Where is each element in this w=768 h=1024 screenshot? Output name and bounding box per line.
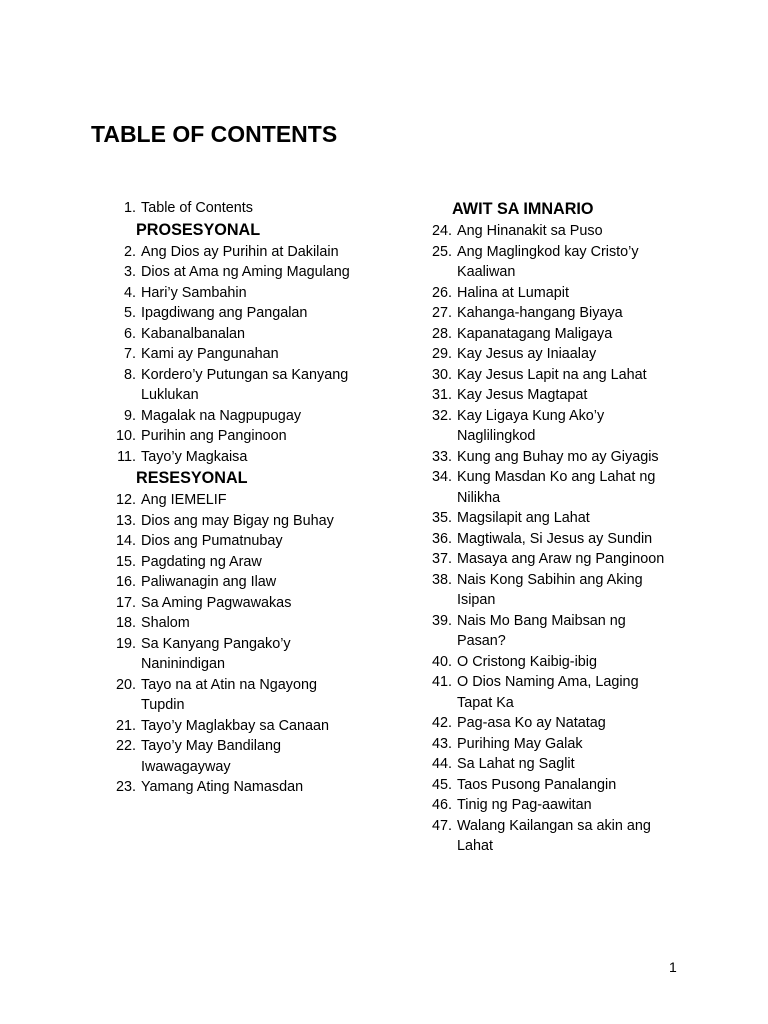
toc-entry-title-line: Kordero’y Putungan sa Kanyang <box>141 366 349 383</box>
toc-entry-title <box>141 242 339 263</box>
toc-entry <box>422 734 722 755</box>
toc-entry-number: 35. <box>431 510 452 526</box>
toc-entry-title <box>457 775 616 796</box>
toc-entry-number: 32. <box>431 407 452 424</box>
toc-entry-title <box>457 221 603 242</box>
toc-entry-number: 30. <box>431 366 452 383</box>
toc-entry-title <box>457 303 623 324</box>
toc-entry-title-line: Masaya ang Araw ng Panginoon <box>457 551 665 567</box>
toc-entry-title-line: Sa Aming Pagwawakas <box>141 594 292 611</box>
toc-entry <box>422 303 722 324</box>
toc-entry-number: 38. <box>431 571 452 588</box>
toc-entry <box>106 777 406 798</box>
toc-entry-title-line: Tayo’y May Bandilang <box>141 738 281 754</box>
toc-entry-title <box>457 344 596 365</box>
toc-entry <box>106 593 406 614</box>
toc-entry-title <box>457 672 639 713</box>
toc-entry <box>422 365 722 386</box>
toc-entry-number: 24. <box>431 223 452 239</box>
toc-entry <box>106 198 406 219</box>
toc-entry-title-line: Purihing May Galak <box>457 735 583 752</box>
toc-entry-number: 34. <box>431 469 452 485</box>
toc-entry <box>422 242 722 283</box>
toc-entry <box>422 344 722 365</box>
toc-entry-number: 3. <box>123 264 136 280</box>
toc-entry-title-line: Dios ang Pumatnubay <box>141 533 283 549</box>
toc-entry <box>106 552 406 573</box>
toc-entry-title-line: Sa Kanyang Pangako’y <box>141 635 291 652</box>
toc-entry-number: 14. <box>115 533 136 549</box>
toc-entry-number: 28. <box>431 325 452 342</box>
toc-entry-title <box>141 552 262 573</box>
toc-entry <box>422 775 722 796</box>
toc-entry-title <box>141 675 317 716</box>
toc-entry-title-line: Kapanatagang Maligaya <box>457 325 613 342</box>
toc-entry-title-continuation: Naninindigan <box>141 656 226 672</box>
toc-entry <box>422 672 722 713</box>
toc-entry <box>106 613 406 634</box>
toc-entry-number: 40. <box>431 653 452 670</box>
toc-entry <box>422 447 722 468</box>
toc-entry <box>422 816 722 857</box>
section-heading-prosesyonal: PROSESYONAL <box>136 220 261 239</box>
toc-entry-title <box>457 754 575 775</box>
toc-entry-title <box>141 447 247 468</box>
toc-entry-title-continuation: Iwawagayway <box>141 758 231 775</box>
toc-entry-title <box>141 593 291 614</box>
toc-entry-number: 23. <box>115 779 136 795</box>
toc-entry <box>422 467 722 508</box>
toc-entry-title <box>141 777 303 798</box>
toc-entry <box>422 508 722 529</box>
toc-entry-title-line: O Dios Naming Ama, Laging <box>457 674 639 690</box>
toc-entry-number: 46. <box>431 797 452 813</box>
toc-entry-title <box>457 406 604 447</box>
toc-entry-title-line: Yamang Ating Namasdan <box>141 779 304 795</box>
toc-entry-title <box>457 447 659 468</box>
toc-entry-title-continuation: Lahat <box>457 838 494 854</box>
toc-entry <box>106 303 406 324</box>
toc-entry-title <box>457 385 587 406</box>
toc-entry-number: 37. <box>431 551 452 567</box>
toc-entry-title-continuation: Nilikha <box>457 489 501 506</box>
toc-entry-number: 27. <box>431 305 452 321</box>
toc-entry-number: 42. <box>431 715 452 731</box>
toc-entry-title-line: Taos Pusong Panalangin <box>457 776 617 793</box>
toc-entry <box>422 385 722 406</box>
toc-entry-number: 18. <box>115 615 136 631</box>
toc-entry-number: 33. <box>431 448 452 465</box>
toc-entry-number: 9. <box>123 407 136 424</box>
toc-entry-title-continuation: Pasan? <box>457 633 506 649</box>
toc-entry-number: 4. <box>123 284 136 301</box>
toc-entry-title-continuation: Tapat Ka <box>457 694 514 711</box>
toc-entry <box>422 795 722 816</box>
toc-entry <box>422 406 722 447</box>
toc-entry-number: 41. <box>431 674 452 690</box>
toc-entry-title <box>457 652 597 673</box>
toc-entry-number: 13. <box>115 512 136 529</box>
toc-entry <box>106 283 406 304</box>
toc-entry <box>106 634 406 675</box>
toc-entry <box>422 529 722 550</box>
toc-entry-title-line: Tayo’y Maglakbay sa Canaan <box>141 717 329 734</box>
toc-entry-title <box>141 531 283 552</box>
toc-entry <box>422 754 722 775</box>
toc-entry-number: 36. <box>431 530 452 547</box>
toc-entry-title <box>457 283 569 304</box>
toc-entry <box>106 490 406 511</box>
toc-entry-title-line: Magalak na Nagpupugay <box>141 407 302 424</box>
toc-entry-title <box>457 529 652 550</box>
toc-entry-title <box>457 508 590 529</box>
toc-entry-title-line: Kay Jesus ay Iniaalay <box>457 346 597 362</box>
toc-entry <box>106 572 406 593</box>
toc-entry-title-line: Pag-asa Ko ay Natatag <box>457 715 606 731</box>
section-heading-resesyonal: RESESYONAL <box>136 469 248 487</box>
toc-entry-title-continuation: Tupdin <box>141 697 185 713</box>
toc-entry-title-line: Ang IEMELIF <box>141 492 227 508</box>
toc-entry <box>106 736 406 777</box>
toc-entry-number: 6. <box>123 325 136 342</box>
toc-entry <box>106 716 406 737</box>
toc-entry-title-line: Kung ang Buhay mo ay Giyagis <box>457 448 659 465</box>
toc-entry-title-continuation: Isipan <box>457 592 496 608</box>
toc-entry <box>106 406 406 427</box>
toc-entry-title-line: Magtiwala, Si Jesus ay Sundin <box>457 530 653 547</box>
toc-entry-title-line: Halina at Lumapit <box>457 284 569 301</box>
toc-entry-number: 11. <box>117 448 136 465</box>
toc-entry-title-line: Ang Hinanakit sa Puso <box>457 223 603 239</box>
toc-entry-title <box>141 365 348 406</box>
toc-entry-title-line: Ang Maglingkod kay Cristo’y <box>457 243 639 260</box>
toc-entry-title <box>457 611 626 652</box>
toc-entry-title-line: Sa Lahat ng Saglit <box>457 756 575 772</box>
toc-entry-title-line: Kung Masdan Ko ang Lahat ng <box>457 469 656 485</box>
toc-entry-title <box>457 549 664 570</box>
toc-entry-title-line: Purihin ang Panginoon <box>141 428 287 444</box>
toc-entry-title <box>457 467 655 508</box>
toc-entry-title-line: Pagdating ng Araw <box>141 553 262 570</box>
toc-entry-title <box>141 613 190 634</box>
toc-entry-title <box>457 570 643 611</box>
toc-entry-number: 25. <box>431 243 452 260</box>
toc-entry-title-line: Kami ay Pangunahan <box>141 346 279 362</box>
toc-entry-title: Table of Contents <box>141 200 253 216</box>
toc-entry-number: 1. <box>123 200 136 216</box>
toc-entry-title <box>457 242 639 283</box>
toc-entry-number: 31. <box>431 387 452 403</box>
toc-entry-number: 20. <box>115 676 136 693</box>
toc-entry-title-line: Kahanga-hangang Biyaya <box>457 305 623 321</box>
toc-entry-title-line: Walang Kailangan sa akin ang <box>457 817 651 834</box>
toc-entry-title <box>141 426 287 447</box>
page-title: TABLE OF CONTENTS <box>91 121 338 147</box>
toc-entry-title <box>141 344 279 365</box>
section-heading-awit-sa-imnario: AWIT SA IMNARIO <box>452 200 594 218</box>
toc-entry-title <box>457 734 583 755</box>
toc-entry-title-line: Kabanalbanalan <box>141 325 246 342</box>
toc-entry-title <box>141 262 350 283</box>
toc-entry-title-line: Magsilapit ang Lahat <box>457 510 590 526</box>
toc-entry-number: 10. <box>115 428 136 444</box>
toc-right-column <box>422 198 722 857</box>
toc-entry-number: 22. <box>115 738 136 754</box>
toc-entry-number: 44. <box>431 756 452 772</box>
toc-entry-title-continuation: Naglilingkod <box>457 428 536 444</box>
toc-entry <box>106 262 406 283</box>
toc-entry-number: 45. <box>431 776 452 793</box>
toc-entry <box>106 344 406 365</box>
toc-entry-title <box>141 634 291 675</box>
toc-entry-title-line: Paliwanagin ang Ilaw <box>141 574 277 590</box>
toc-entry-title-line: Kay Jesus Magtapat <box>457 387 588 403</box>
toc-entry-title <box>141 283 247 304</box>
toc-entry-title-line: Tayo’y Magkaisa <box>141 448 248 465</box>
toc-entry <box>106 511 406 532</box>
toc-entry-title-line: Tayo na at Atin na Ngayong <box>141 676 318 693</box>
toc-entry-number: 2. <box>123 243 136 260</box>
toc-entry-title-line: Kay Jesus Lapit na ang Lahat <box>457 366 647 383</box>
toc-entry-title-line: Dios ang may Bigay ng Buhay <box>141 512 334 529</box>
toc-entry <box>106 447 406 468</box>
toc-right-items <box>422 221 722 857</box>
toc-entry-number: 19. <box>115 635 136 652</box>
toc-entry-number: 5. <box>123 305 136 321</box>
toc-entry-number: 43. <box>431 735 452 752</box>
toc-entry-title-line: Shalom <box>141 615 190 631</box>
toc-entry-title <box>141 303 307 324</box>
toc-entry-number: 26. <box>431 284 452 301</box>
toc-entry-title-line: Ipagdiwang ang Pangalan <box>141 305 308 321</box>
toc-entry-title <box>457 365 647 386</box>
toc-entry-title-line: Dios at Ama ng Aming Magulang <box>141 264 350 280</box>
toc-entry <box>106 242 406 263</box>
toc-entry-title <box>141 511 334 532</box>
toc-entry-number: 39. <box>431 612 452 629</box>
toc-entry <box>106 365 406 406</box>
toc-entry-title-line: Nais Mo Bang Maibsan ng <box>457 612 626 629</box>
toc-entry <box>422 652 722 673</box>
toc-entry-title <box>457 324 612 345</box>
toc-entry-title <box>457 816 651 857</box>
toc-entry-title-continuation: Kaaliwan <box>457 264 516 280</box>
toc-entry <box>422 611 722 652</box>
toc-entry <box>106 324 406 345</box>
toc-entry-title <box>141 406 301 427</box>
toc-entry-number: 21. <box>115 717 136 734</box>
toc-entry <box>422 549 722 570</box>
toc-entry <box>106 531 406 552</box>
toc-left-sections <box>106 219 406 798</box>
toc-entry-number: 15. <box>115 553 136 570</box>
toc-entry-title-line: Hari’y Sambahin <box>141 284 247 301</box>
toc-entry <box>106 426 406 447</box>
toc-entry <box>106 675 406 716</box>
toc-entry-title-line: Kay Ligaya Kung Ako’y <box>457 407 605 424</box>
toc-left-column <box>106 198 406 798</box>
toc-entry <box>422 570 722 611</box>
toc-entry-number: 29. <box>431 346 452 362</box>
toc-entry-title <box>457 713 606 734</box>
toc-entry-title <box>141 572 276 593</box>
toc-entry-title <box>141 490 227 511</box>
toc-entry-title <box>141 716 329 737</box>
toc-entry-title <box>141 324 245 345</box>
page-number: 1 <box>669 959 677 975</box>
toc-entry-number: 17. <box>115 594 136 611</box>
toc-entry <box>422 221 722 242</box>
toc-entry-number: 12. <box>115 492 136 508</box>
toc-entry <box>422 324 722 345</box>
toc-entry <box>422 283 722 304</box>
toc-entry-title-continuation: Luklukan <box>141 387 199 403</box>
toc-entry-title-line: Nais Kong Sabihin ang Aking <box>457 571 643 588</box>
toc-entry-title-line: Tinig ng Pag-aawitan <box>457 797 592 813</box>
toc-entry-title <box>141 736 281 777</box>
toc-entry-title-line: Ang Dios ay Purihin at Dakilain <box>141 243 339 260</box>
toc-entry-number: 8. <box>123 366 136 383</box>
toc-entry-number: 47. <box>431 817 452 834</box>
toc-entry-number: 16. <box>115 574 136 590</box>
toc-entry-title-line: O Cristong Kaibig-ibig <box>457 653 597 670</box>
toc-entry-title <box>457 795 592 816</box>
toc-entry <box>422 713 722 734</box>
toc-entry-number: 7. <box>123 346 136 362</box>
